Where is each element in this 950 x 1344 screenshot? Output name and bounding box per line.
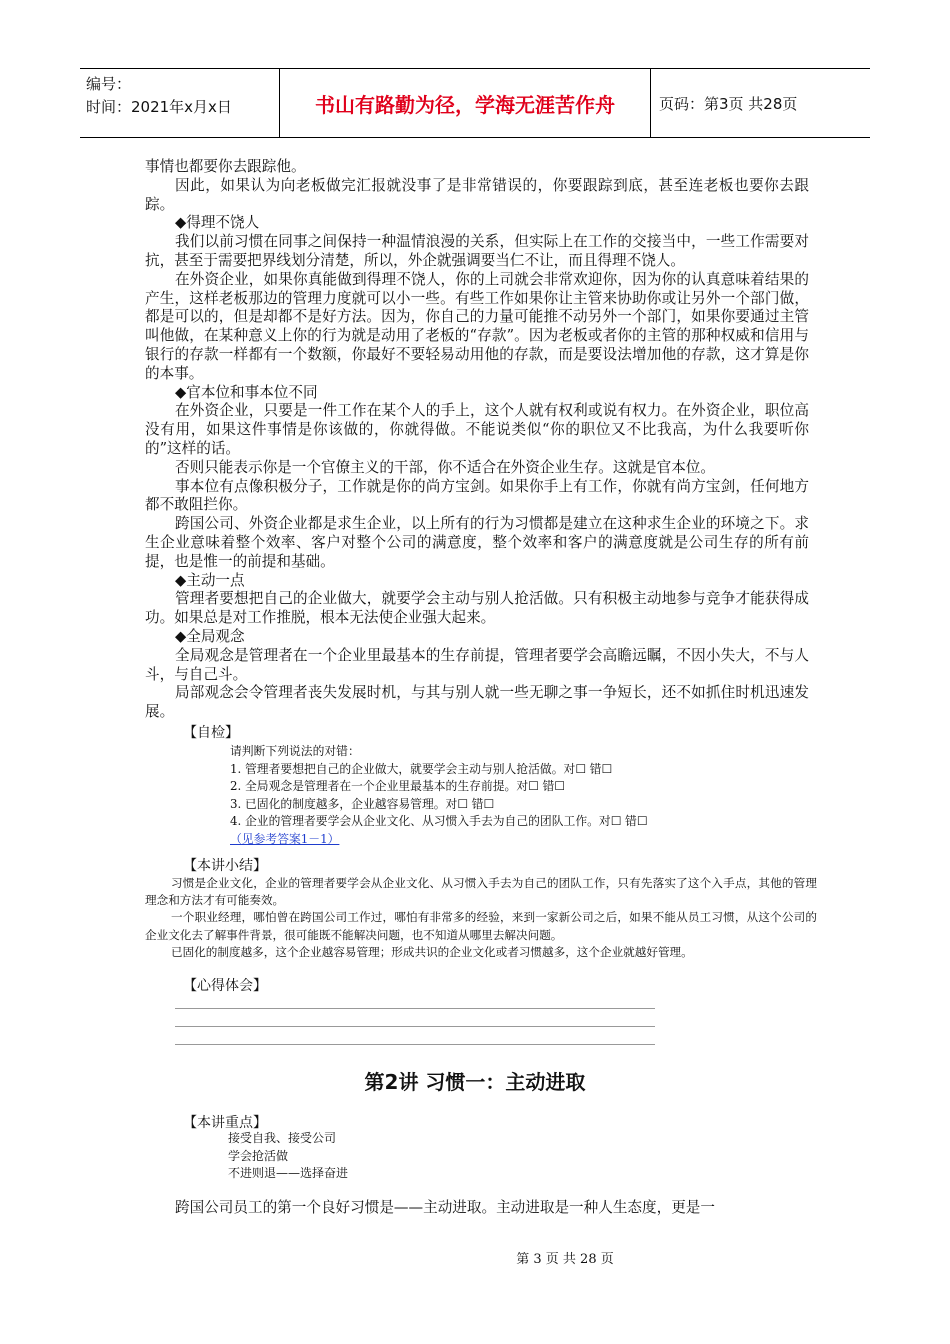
- answer-reference-link[interactable]: （见参考答案1－1）: [230, 831, 340, 846]
- summary-title: 【本讲小结】: [183, 858, 267, 874]
- self-check-item-1: 1. 管理者要想把自己的企业做大，就要学会主动与别人抢活做。对☐ 错☐: [230, 761, 613, 776]
- header-page-info: 页码：第3页 共28页: [659, 94, 798, 113]
- lecture-heading: 第2讲 习惯一：主动进取: [364, 1070, 586, 1094]
- self-check-item-3: 3. 已固化的制度越多，企业越容易管理。对☐ 错☐: [230, 796, 495, 811]
- body-paragraph: 因此，如果认为向老板做完汇报就没事了是非常错误的，你要跟踪到底，甚至连老板也要你去跟踪。: [145, 176, 809, 213]
- key-point: 不进则退——选择奋进: [228, 1166, 349, 1180]
- section-heading: ◆得理不饶人: [175, 214, 260, 232]
- body-paragraph: 事情也都要你去跟踪他。: [145, 158, 306, 175]
- page-footer: 第 3 页 共 28 页: [516, 1252, 614, 1267]
- key-point: 学会抢活做: [228, 1148, 289, 1163]
- reflection-title: 【心得体会】: [183, 978, 267, 994]
- self-check-title: 【自检】: [183, 725, 239, 741]
- number-label: 编号：: [86, 75, 132, 93]
- body-paragraph: 在外资企业，如果你真能做到得理不饶人，你的上司就会非常欢迎你，因为你的认真意味着结果的产生，这样老板那边的管理力度就可以小一些。有些工作如果你让主管来协助你或让另外一个部门做，都是可以的，但是却都不是好方法。因为，你自己的力量可能推不动另外一个部门，如果你要通过主管叫他做，在某种意义上你的行为就是动用了老板的“存款”。因为老板或者你的主管的那种权威和信用与银行的存款一样都有一个数额，你最好不要轻易动用他的存款，而是要设法增加他的存款，这才算是你的本事。: [145, 270, 809, 382]
- lecture-opening: 跨国公司员工的第一个良好习惯是——主动进取。主动进取是一种人生态度，更是一: [175, 1199, 715, 1216]
- self-check-item-4: 4. 企业的管理者要学会从企业文化、从习惯入手去为自己的团队工作。对☐ 错☐: [230, 814, 648, 829]
- write-line: [175, 1044, 655, 1045]
- body-paragraph: 否则只能表示你是一个官僚主义的干部，你不适合在外资企业生存。这就是官本位。: [175, 458, 715, 476]
- time-label: 时间：2021年x月x日: [86, 98, 232, 116]
- reflection-lines: [175, 1008, 655, 1062]
- body-paragraph: 我们以前习惯在同事之间保持一种温情浪漫的关系，但实际上在工作的交接当中，一些工作需要对抗，甚至于需要把界线划分清楚，所以，外企就强调要当仁不让，而且得理不饶人。: [145, 233, 809, 269]
- write-line: [175, 1026, 655, 1027]
- self-check-item-2: 2. 全局观念是管理者在一个企业里最基本的生存前提。对☐ 错☐: [230, 779, 565, 794]
- body-paragraph: 事本位有点像积极分子，工作就是你的尚方宝剑。如果你手上有工作，你就有尚方宝剑，任何地方都不敢阻拦你。: [145, 477, 809, 514]
- page-header: [80, 68, 870, 138]
- header-meta: [80, 69, 280, 137]
- body-paragraph: 跨国公司、外资企业都是求生企业，以上所有的行为习惯都是建立在这种求生企业的环境之下。求生企业意味着整个效率、客户对整个公司的满意度，整个效率和客户的满意度就是公司生存的所有前提，也是惟一的前提和基础。: [145, 515, 809, 570]
- body-paragraph: 管理者要想把自己的企业做大，就要学会主动与别人抢活做。只有积极主动地参与竞争才能获得成功。如果总是对工作推脱，根本无法使企业强大起来。: [145, 590, 809, 627]
- summary-paragraph: 习惯是企业文化，企业的管理者要学会从企业文化、从习惯入手去为自己的团队工作，只有先落实了这个入手点，其他的管理理念和方法才有可能奏效。: [145, 876, 817, 908]
- section-heading: ◆官本位和事本位不同: [175, 383, 318, 401]
- write-line: [175, 1008, 655, 1009]
- section-heading: ◆主动一点: [175, 571, 245, 589]
- body-paragraph: 全局观念是管理者在一个企业里最基本的生存前提，管理者要学会高瞻远瞩，不因小失大，不与人斗，与自己斗。: [145, 646, 809, 683]
- self-check-prompt: 请判断下列说法的对错：: [230, 744, 360, 758]
- summary-paragraph: 已固化的制度越多，这个企业越容易管理；形成共识的企业文化或者习惯越多，这个企业就越好管理。: [171, 944, 693, 959]
- key-points-list: [228, 1130, 348, 1183]
- header-motto: 书山有路勤为径，学海无涯苦作舟: [280, 69, 651, 137]
- section-heading: ◆全局观念: [175, 627, 245, 645]
- summary-section: [145, 875, 817, 961]
- body-paragraph: 局部观念会令管理者丧失发展时机，与其与别人就一些无聊之事一争短长，还不如抓住时机迅速发展。: [145, 684, 809, 721]
- key-point: 接受自我、接受公司: [228, 1131, 337, 1145]
- key-points-title: 【本讲重点】: [183, 1115, 267, 1131]
- self-check-section: [230, 743, 647, 849]
- summary-paragraph: 一个职业经理，哪怕曾在跨国公司工作过，哪怕有非常多的经验，来到一家新公司之后，如果不能从员工习惯，从这个公司的企业文化去了解事件背景，很可能既不能解决问题，也不知道从哪里去解决问题。: [145, 910, 817, 942]
- body-paragraph: 在外资企业，只要是一件工作在某个人的手上，这个人就有权利或说有权力。在外资企业，职位高没有用，如果这件事情是你该做的，你就得做。不能说类似“你的职位又不比我高，为什么我要听你的”这样的话。: [145, 402, 809, 457]
- main-body-text: [145, 158, 809, 722]
